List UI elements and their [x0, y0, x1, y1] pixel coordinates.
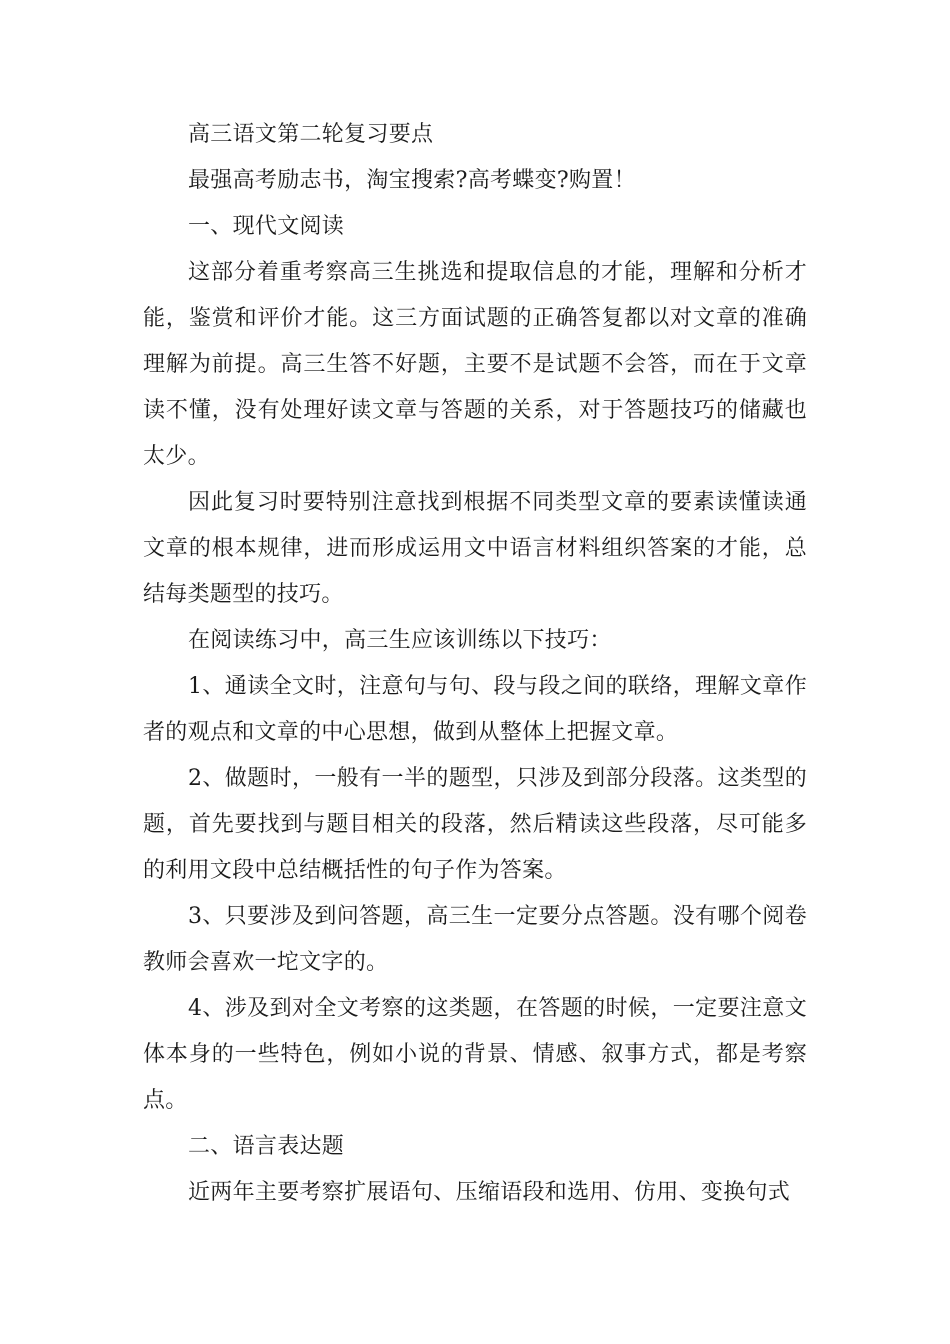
list-item: 4、涉及到对全文考察的这类题，在答题的时候，一定要注意文体本身的一些特色，例如小说的背景、情感、叙事方式，都是考察点。: [143, 996, 807, 1113]
body-paragraph: 这部分着重考察高三生挑选和提取信息的才能，理解和分析才能，鉴赏和评价才能。这三方面试题的正确答复都以对文章的准确理解为前提。高三生答不好题，主要不是试题不会答，而在于文章读不懂，没有处理好读文章与答题的关系，对于答题技巧的储藏也太少。: [143, 260, 807, 469]
body-paragraph: 因此复习时要特别注意找到根据不同类型文章的要素读懂读通文章的根本规律，进而形成运用文中语言材料组织答案的才能，总结每类题型的技巧。: [143, 490, 807, 607]
list-item: 1、通读全文时，注意句与句、段与段之间的联络，理解文章作者的观点和文章的中心思想，做到从整体上把握文章。: [143, 674, 807, 745]
section-heading-modern-reading: 一、现代文阅读: [188, 214, 345, 239]
list-item: 3、只要涉及到问答题，高三生一定要分点答题。没有哪个阅卷教师会喜欢一坨文字的。: [143, 904, 807, 975]
list-item: 2、做题时，一般有一半的题型，只涉及到部分段落。这类型的题，首先要找到与题目相关的段落，然后精读这些段落，尽可能多的利用文段中总结概括性的句子作为答案。: [143, 766, 807, 883]
body-paragraph: 近两年主要考察扩展语句、压缩语段和选用、仿用、变换句式: [188, 1180, 791, 1205]
promo-line: 最强高考励志书，淘宝搜索?高考蝶变?购置！: [188, 168, 636, 193]
document-title: 高三语文第二轮复习要点: [188, 122, 434, 147]
section-heading-language-expression: 二、语言表达题: [188, 1134, 345, 1159]
body-paragraph: 在阅读练习中，高三生应该训练以下技巧：: [188, 628, 612, 653]
